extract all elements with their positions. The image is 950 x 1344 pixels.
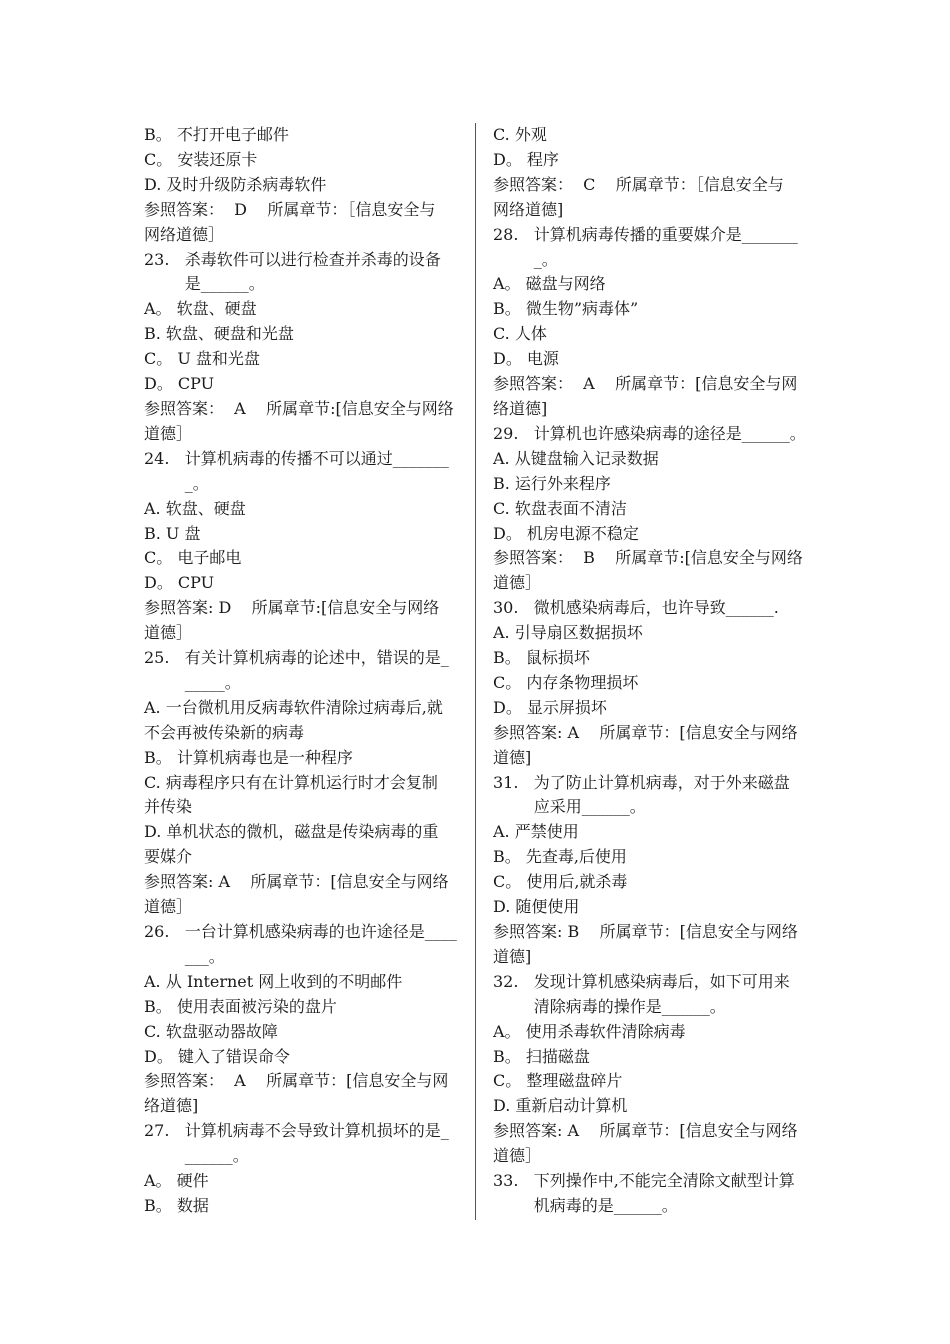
- right-column-text-line: 道德]: [493, 946, 532, 966]
- right-column-text-line: C。 使用后,就杀毒: [493, 872, 628, 892]
- right-column-text-line: D. 重新启动计算机: [493, 1096, 628, 1116]
- left-column-text-line: A。 软盘、硬盘: [144, 299, 257, 319]
- right-column-text-line: C。 内存条物理损坏: [493, 672, 639, 692]
- left-column-text-line: 参照答案: D 所属章节:[信息安全与网络: [144, 598, 440, 618]
- left-column-text-line: ______。: [144, 1146, 249, 1166]
- left-column-text-line: A。 硬件: [144, 1171, 209, 1191]
- right-column-text-line: 参照答案: A 所属章节：[信息安全与网络: [493, 722, 798, 742]
- left-column-text-line: 是______。: [144, 274, 265, 294]
- left-column-text-line: 网络道德］: [144, 224, 225, 244]
- right-column-text-line: B。 微生物”病毒体”: [493, 299, 639, 319]
- right-column-text-line: A。 磁盘与网络: [493, 274, 606, 294]
- right-column-text-line: 机病毒的是______。: [493, 1195, 678, 1215]
- left-column-text-line: C。 U 盘和光盘: [144, 349, 260, 369]
- right-column-text-line: 道德]: [493, 747, 532, 767]
- right-column-text-line: A. 引导扇区数据损坏: [493, 623, 643, 643]
- left-column-text-line: 25. 有关计算机病毒的论述中，错误的是_: [144, 648, 449, 668]
- left-column-text-line: _。: [144, 473, 209, 493]
- right-column-text-line: 30. 微机感染病毒后，也许导致______.: [493, 598, 779, 618]
- right-column-text-line: A。 使用杀毒软件清除病毒: [493, 1021, 686, 1041]
- right-column-text-line: _。: [493, 249, 558, 269]
- right-column-text-line: D。 程序: [493, 149, 559, 169]
- left-column-text-line: C。 电子邮电: [144, 548, 242, 568]
- left-column-text-line: 要媒介: [144, 847, 193, 867]
- right-column-text-line: 应采用______。: [493, 797, 646, 817]
- left-column-text-line: B。 计算机病毒也是一种程序: [144, 747, 353, 767]
- left-column-text-line: A. 软盘、硬盘: [144, 498, 246, 518]
- left-column-text-line: D。 CPU: [144, 374, 215, 394]
- right-column-text-line: 参照答案： C 所属章节：［信息安全与: [493, 174, 784, 194]
- right-column-text-line: 络道德]: [493, 398, 548, 418]
- left-column-text-line: D。 CPU: [144, 573, 215, 593]
- right-column-text-line: A. 严禁使用: [493, 822, 579, 842]
- right-column-text-line: B。 鼠标损坏: [493, 648, 590, 668]
- left-column-text-line: D。 键入了错误命令: [144, 1046, 290, 1066]
- left-column-text-line: 不会再被传染新的病毒: [144, 722, 305, 742]
- left-column-text-line: _____。: [144, 672, 241, 692]
- left-column-text-line: B。 使用表面被污染的盘片: [144, 996, 337, 1016]
- left-column-text-line: C. 病毒程序只有在计算机运行时才会复制: [144, 772, 438, 792]
- left-column-text-line: A. 一台微机用反病毒软件清除过病毒后,就: [144, 697, 443, 717]
- left-column-text-line: C。 安装还原卡: [144, 149, 258, 169]
- left-column-text-line: 络道德]: [144, 1096, 199, 1116]
- left-column-text-line: A. 从 Internet 网上收到的不明邮件: [144, 971, 403, 991]
- left-column-text-line: 参照答案： A 所属章节：[信息安全与网: [144, 1071, 449, 1091]
- right-column-text-line: C. 人体: [493, 324, 547, 344]
- left-column-text-line: 道德］: [144, 623, 193, 643]
- right-column-text-line: 28. 计算机病毒传播的重要媒介是_______: [493, 224, 798, 244]
- right-column-text-line: B. 运行外来程序: [493, 473, 611, 493]
- right-column-text-line: C. 软盘表面不清洁: [493, 498, 627, 518]
- left-column-text-line: 参照答案： D 所属章节：［信息安全与: [144, 199, 436, 219]
- left-column-text-line: B. 软盘、硬盘和光盘: [144, 324, 294, 344]
- left-column-text-line: 24. 计算机病毒的传播不可以通过_______: [144, 448, 449, 468]
- left-column-text-line: 参照答案: A 所属章节：[信息安全与网络: [144, 872, 449, 892]
- right-column-text-line: 参照答案: A 所属章节：[信息安全与网络: [493, 1121, 798, 1141]
- right-column-text-line: C. 外观: [493, 125, 547, 144]
- left-column-text-line: B。 不打开电子邮件: [144, 125, 289, 144]
- right-column-text-line: 道德］: [493, 573, 542, 593]
- right-column-text-line: 参照答案： A 所属章节：[信息安全与网: [493, 374, 798, 394]
- left-column-text-line: 道德］: [144, 423, 193, 443]
- right-column-text-line: D。 电源: [493, 349, 559, 369]
- left-column-text-line: 27. 计算机病毒不会导致计算机损坏的是_: [144, 1121, 449, 1141]
- right-column-text-line: B。 扫描磁盘: [493, 1046, 590, 1066]
- left-column-text-line: C. 软盘驱动器故障: [144, 1021, 278, 1041]
- right-column-text-line: 网络道德]: [493, 199, 564, 219]
- left-column-text-line: 参照答案： A 所属章节:[信息安全与网络: [144, 398, 454, 418]
- right-column-text-line: 道德］: [493, 1146, 542, 1166]
- left-column-text-line: 26. 一台计算机感染病毒的也许途径是____: [144, 922, 457, 941]
- left-column-text-line: D. 及时升级防杀病毒软件: [144, 174, 327, 194]
- left-column-text-line: D. 单机状态的微机，磁盘是传染病毒的重: [144, 822, 439, 842]
- column-divider: [475, 123, 476, 1220]
- right-column-text-line: 参照答案： B 所属章节:[信息安全与网络: [493, 548, 803, 568]
- right-column-text-line: A. 从键盘输入记录数据: [493, 448, 659, 468]
- left-column-text-line: ___。: [144, 946, 225, 966]
- left-column-text-line: 并传染: [144, 797, 193, 817]
- right-column-text-line: D. 随便使用: [493, 897, 580, 917]
- left-column-text-line: B. U 盘: [144, 523, 201, 543]
- right-column-text-line: C。 整理磁盘碎片: [493, 1071, 623, 1091]
- right-column-text-line: 参照答案: B 所属章节：[信息安全与网络: [493, 922, 798, 941]
- right-column-text-line: D。 机房电源不稳定: [493, 523, 639, 543]
- right-column-text-line: B。 先查毒,后使用: [493, 847, 627, 867]
- right-column-text-line: 32. 发现计算机感染病毒后，如下可用来: [493, 971, 790, 991]
- left-column-text-line: 23. 杀毒软件可以进行检查并杀毒的设备: [144, 249, 441, 269]
- right-column-text-line: 31. 为了防止计算机病毒，对于外来磁盘: [493, 772, 790, 792]
- right-column-text-line: D。 显示屏损坏: [493, 697, 607, 717]
- left-column: [144, 123, 462, 1219]
- right-column-text-line: 清除病毒的操作是______。: [493, 996, 726, 1016]
- left-column-text-line: B。 数据: [144, 1195, 209, 1215]
- right-column-text-line: 29. 计算机也许感染病毒的途径是______。: [493, 423, 806, 443]
- right-column: [493, 123, 811, 1219]
- left-column-text-line: 道德］: [144, 897, 193, 917]
- right-column-text-line: 33. 下列操作中,不能完全清除文献型计算: [493, 1171, 795, 1191]
